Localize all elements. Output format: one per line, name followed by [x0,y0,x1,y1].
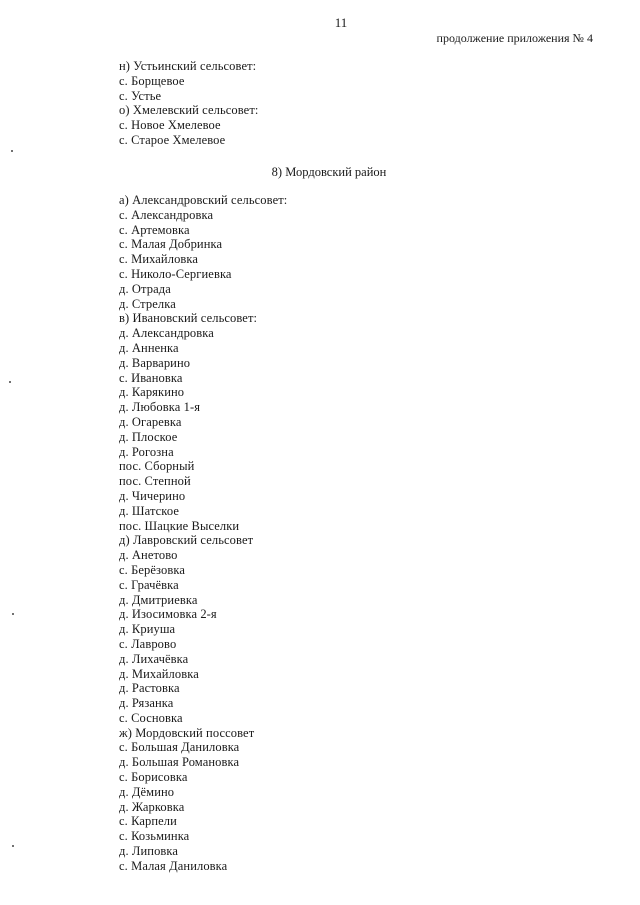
list-item: д. Огаревка [119,414,182,429]
list-item: д. Любовка 1-я [119,400,201,415]
scan-speck [12,845,14,847]
list-item: д. Анненка [119,340,179,355]
list-item: с. Берёзовка [119,562,185,577]
list-item: д. Рогозна [119,444,174,459]
list-item: д. Лихачёвка [119,651,189,666]
list-item: д. Большая Романовка [119,755,240,770]
list-item: д. Растовка [119,681,180,696]
list-item: с. Карпели [119,814,177,829]
list-item: д. Отрада [119,281,171,296]
list-item: с. Сосновка [119,710,183,725]
list-item: с. Николо-Сергиевка [119,266,232,281]
scan-speck [12,613,14,615]
list-item: д. Чичерино [119,488,186,503]
list-item: с. Лаврово [119,636,177,651]
list-item: д. Дёмино [119,784,175,799]
list-item: пос. Шацкие Выселки [119,518,240,533]
list-item: д. Варварино [119,355,191,370]
list-item: с. Малая Добринка [119,237,223,252]
list-item: д. Жарковка [119,799,185,814]
appendix-note: продолжение приложения № 4 [436,31,593,45]
list-item: д. Липовка [119,844,179,859]
list-item: с. Большая Даниловка [119,740,240,755]
list-item: с. Борщевое [119,73,185,88]
page-number: 11 [334,15,348,30]
list-item: в) Ивановский сельсовет: [119,311,258,326]
list-item: д. Александровка [119,326,214,341]
list-item: д. Дмитриевка [119,592,198,607]
list-item: с. Новое Хмелевое [119,118,221,133]
list-item: д. Стрелка [119,296,176,311]
list-item: д. Плоское [119,429,178,444]
list-item: д. Криуша [119,622,176,637]
list-item: н) Устьинский сельсовет: [119,59,257,73]
list-item: с. Малая Даниловка [119,858,228,873]
list-item: с. Устье [119,88,162,103]
top-list [119,59,258,148]
list-item: с. Борисовка [119,770,188,785]
list-item: д. Рязанка [119,696,174,711]
scan-speck [9,381,11,383]
list-item: с. Михайловка [119,252,199,267]
list-item: д) Лавровский сельсовет [119,533,254,548]
list-item: с. Козьминка [119,829,190,844]
list-item: с. Грачёвка [119,577,179,592]
list-item: д. Карякино [119,385,185,400]
list-item: д. Изосимовка 2-я [119,607,217,622]
section-heading: 8) Мордовский район [271,165,387,179]
main-list [119,193,287,874]
scan-speck [11,150,13,152]
list-item: ж) Мордовский поссовет [119,725,255,740]
list-item: с. Старое Хмелевое [119,132,226,147]
list-item: пос. Степной [119,474,191,489]
list-item: пос. Сборный [119,459,195,474]
list-item: д. Анетово [119,548,178,563]
list-item: д. Шатское [119,503,179,518]
list-item: д. Михайловка [119,666,199,681]
list-item: с. Ивановка [119,370,183,385]
list-item: а) Александровский сельсовет: [119,193,288,207]
list-item: с. Александровка [119,207,214,222]
list-item: с. Артемовка [119,222,190,237]
list-item: о) Хмелевский сельсовет: [119,103,259,118]
